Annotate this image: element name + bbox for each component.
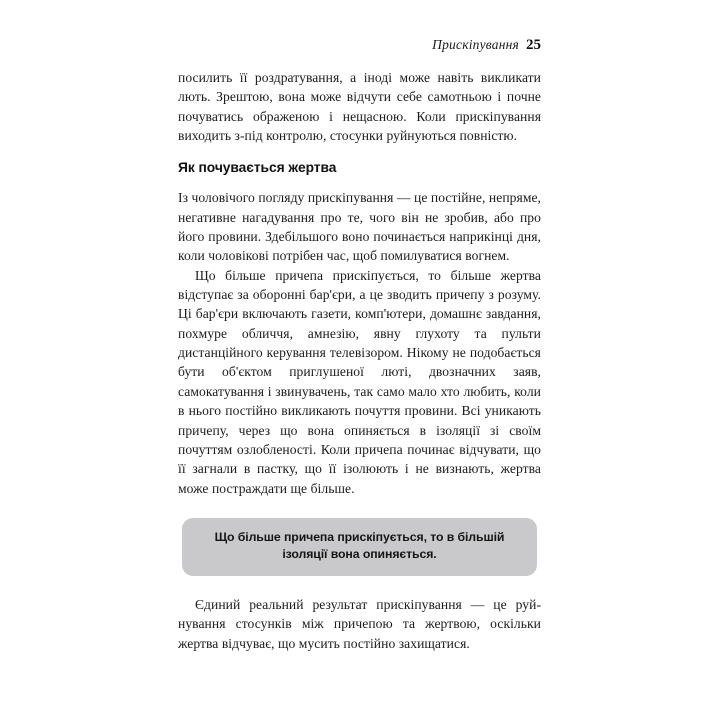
pull-quote-text: Що більше причепа прискіпується, то в більшій ізоляції вона опиняється.: [214, 529, 505, 562]
spacer-before-heading: [178, 145, 541, 158]
paragraph-victim-perspective: Із чоловічого погляду прискіпування — це постійне, непряме, негативне нагадування про те, чого він не зробив, або про його провини. Здебільшого воно починається наприкінці дня, коли чоловікові потрібен час, щоб помилуватися вогнем.: [178, 190, 541, 264]
text-column: [178, 68, 541, 653]
paragraph-conclusion: Єдиний реальний результат прискіпування — це руйнування стосунків між причепою та жертвою, оскільки жертва відчуває, що мусить постійно захищатися.: [178, 596, 541, 651]
paragraph-continuation: посилить її роздратування, а іноді може навіть викликати лють. Зрештою, вона може відчути себе самотньою і почне почуватись ображеною і нещасною. Коли прискіпування виходить з-під контролю, стосунки руйнуються повністю.: [178, 70, 541, 144]
section-heading: Як почувається жертва: [178, 160, 337, 176]
running-head-title: Прискіпування: [432, 37, 519, 52]
page-number: 25: [526, 37, 541, 53]
paragraph-barriers: Що більше причепа прискіпується, то більше жертва відступає за оборонні бар'єри, а це зводить причепу з розуму. Ці бар'єри включають газети, комп'ютери, домашнє завдання, похмуре обличчя, амнезію, явну глухоту та пульти дистанційного керування телевізором. Нікому не подобається бути об'єктом приглушеної люті, двозначних заяв, самокатування і звинувачень, так само мало хто любить, коли в нього постійно викликають почуття провини. Всі уникають причепу, через що вона опиняється в ізоляції зі своїм почуттям озлобленості. Коли причепа починає відчувати, що її загнали в пастку, що її ізолюють і не визнають, жертва може постраждати ще більше.: [178, 267, 541, 496]
pull-quote-box: [182, 518, 537, 576]
callout-wrapper: [178, 518, 541, 576]
running-head: [178, 36, 541, 54]
spacer-after-heading: [178, 177, 541, 188]
